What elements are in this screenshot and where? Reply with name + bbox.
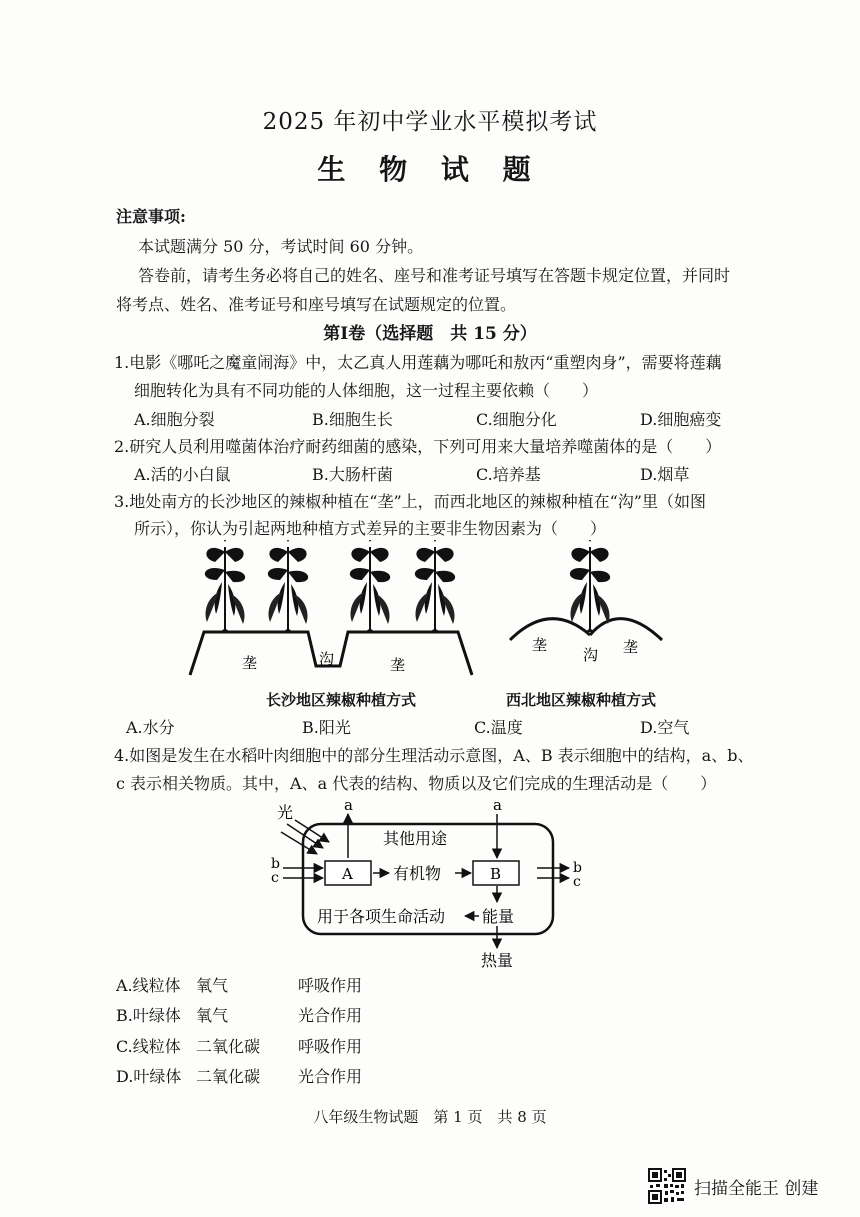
q2-option-b: B.大肠杆菌 (312, 465, 393, 484)
q2-option-d: D.烟草 (640, 465, 690, 484)
pepper-plant-icon (205, 540, 245, 632)
pepper-plant-icon (350, 540, 390, 632)
structure-b-label: B (490, 865, 502, 883)
q3-caption-right: 西北地区辣椒种植方式 (506, 691, 657, 709)
ridge-label: 垄 (242, 654, 258, 672)
notes-line-2a: 答卷前，请考生务必将自己的姓名、座号和准考证号填写在答题卡规定位置，并同时 (138, 266, 731, 285)
q3-planting-figure (180, 540, 680, 680)
exam-title: 2025 年初中学业水平模拟考试 (262, 109, 598, 135)
q4-option-b-substance: 氧气 (196, 1006, 229, 1025)
q4-cell-diagram (265, 798, 595, 970)
life-activity-label: 用于各项生命活动 (317, 907, 446, 926)
organic-matter-label: 有机物 (393, 864, 442, 883)
substance-c-label: c (573, 874, 581, 890)
q3-option-b: B.阳光 (302, 718, 351, 737)
q4-option-c-structure: C.线粒体 (116, 1037, 181, 1056)
page-footer: 八年级生物试题 第 1 页 共 8 页 (313, 1108, 547, 1126)
q4-option-b-process: 光合作用 (298, 1006, 363, 1025)
q4-option-d-structure: D.叶绿体 (116, 1067, 182, 1086)
q4-option-a-process: 呼吸作用 (298, 976, 363, 995)
q3-option-d: D.空气 (640, 718, 690, 737)
scanner-watermark (648, 1168, 848, 1204)
ditch-label: 沟 (319, 650, 335, 668)
ridge-label: 垄 (532, 636, 548, 654)
q4-stem-line-2: c 表示相关物质。其中，A、a 代表的结构、物质以及它们完成的生理活动是（ ） (116, 774, 717, 793)
substance-b-label: b (271, 856, 280, 872)
ridge-label: 垄 (390, 656, 406, 674)
q4-option-a-substance: 氧气 (196, 976, 229, 995)
notes-line-1: 本试题满分 50 分，考试时间 60 分钟。 (138, 237, 424, 256)
q3-stem-line-1: 3.地处南方的长沙地区的辣椒种植在“垄”上，而西北地区的辣椒种植在“沟”里（如图 (114, 492, 706, 511)
substance-b-label: b (573, 860, 582, 876)
q1-option-d: D.细胞癌变 (640, 410, 722, 429)
substance-c-label: c (271, 870, 279, 886)
energy-label: 能量 (482, 907, 515, 926)
q1-option-a: A.细胞分裂 (134, 410, 215, 429)
q4-option-b-structure: B.叶绿体 (116, 1006, 181, 1025)
ditch-label: 沟 (583, 646, 599, 664)
q1-option-c: C.细胞分化 (476, 410, 557, 429)
q4-option-c-process: 呼吸作用 (298, 1037, 363, 1056)
q1-stem-line-1: 1.电影《哪吒之魔童闹海》中，太乙真人用莲藕为哪吒和敖丙“重塑肉身”，需要将莲藕 (114, 353, 722, 372)
scanner-label: 扫描全能王 创建 (694, 1179, 819, 1199)
pepper-plant-icon (268, 540, 308, 632)
q3-caption-left: 长沙地区辣椒种植方式 (266, 691, 417, 709)
q3-option-c: C.温度 (474, 718, 523, 737)
q4-option-d-process: 光合作用 (298, 1067, 363, 1086)
pepper-plant-icon (415, 540, 455, 632)
structure-a-label: A (342, 865, 353, 883)
q3-stem-line-2: 所示），你认为引起两地种植方式差异的主要非生物因素为（ ） (134, 519, 607, 538)
q3-option-a: A.水分 (126, 718, 175, 737)
notes-line-2b: 将考点、姓名、准考证号和座号填写在试题规定的位置。 (116, 295, 517, 314)
other-use-label: 其他用途 (383, 829, 448, 848)
q4-stem-line-1: 4.如图是发生在水稻叶肉细胞中的部分生理活动示意图，A、B 表示细胞中的结构，a、b、 (114, 746, 754, 765)
q1-stem-line-2: 细胞转化为具有不同功能的人体细胞，这一过程主要依赖（ ） (134, 381, 599, 400)
q4-option-a-structure: A.线粒体 (116, 976, 181, 995)
notes-heading: 注意事项: (116, 207, 186, 226)
substance-a-label: a (493, 798, 502, 814)
q2-option-a: A.活的小白鼠 (134, 465, 231, 484)
pepper-plant-icon (570, 540, 610, 632)
section-heading: 第Ⅰ卷（选择题 共 15 分） (323, 324, 537, 344)
q4-option-c-substance: 二氧化碳 (196, 1037, 261, 1056)
q1-option-b: B.细胞生长 (312, 410, 393, 429)
substance-a-label: a (344, 798, 353, 814)
q2-stem-line-1: 2.研究人员利用噬菌体治疗耐药细菌的感染，下列可用来大量培养噬菌体的是（ ） (114, 437, 722, 456)
q4-option-d-substance: 二氧化碳 (196, 1067, 261, 1086)
heat-label: 热量 (481, 951, 514, 970)
qr-code-icon (648, 1168, 686, 1204)
light-label: 光 (277, 803, 294, 822)
ridge-label: 垄 (623, 638, 639, 656)
q2-option-c: C.培养基 (476, 465, 541, 484)
subject-title: 生 物 试 题 (317, 153, 543, 186)
